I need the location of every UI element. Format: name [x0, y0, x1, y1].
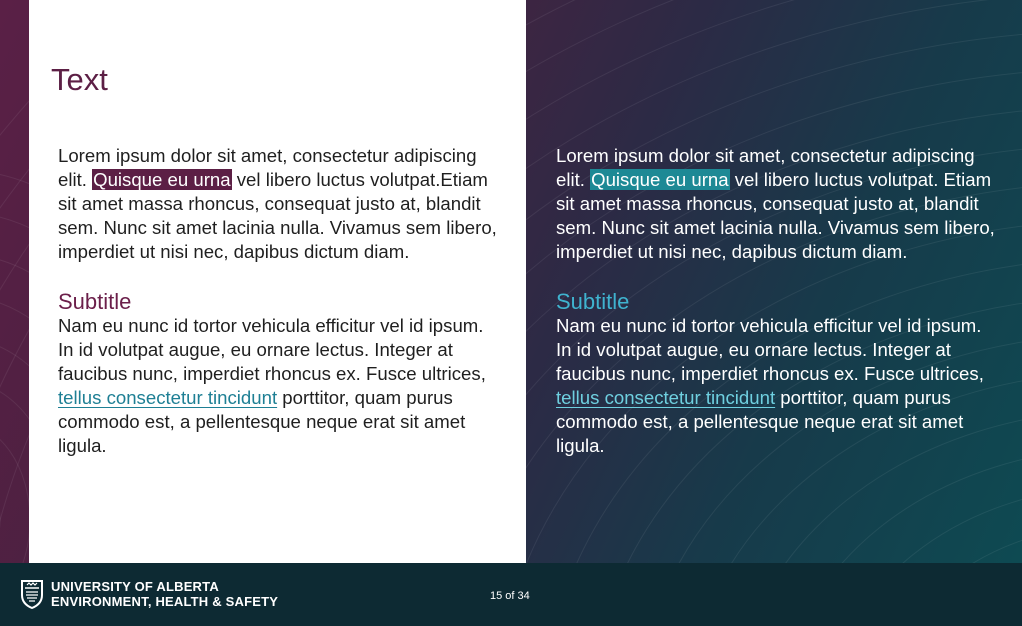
- brand-wordmark: [51, 580, 278, 609]
- right-text-block: [556, 144, 996, 458]
- page-indicator: 15 of 34: [490, 590, 530, 602]
- right-paragraph-1: [556, 144, 996, 264]
- contour-line: [780, 448, 1022, 563]
- right-para1-text-cont: vel libero luctus volutpat. Etiam sit amet massa rhoncus, consequat justo at, blandit sem. Nunc sit amet lacinia nulla. Vivamus sem libero, imperdiet ut nisi nec, dapibus dictum diam.: [556, 169, 995, 262]
- left-subtitle: Subtitle: [58, 289, 132, 314]
- right-para1-text: Lorem ipsum dolor sit amet, consectetur adipiscing elit.: [556, 145, 975, 190]
- left-link[interactable]: tellus consectetur tincidunt: [58, 387, 278, 408]
- left-text-block: [58, 144, 498, 458]
- left-para1-text: Lorem ipsum dolor sit amet, consectetur adipiscing elit.: [58, 145, 477, 190]
- right-para2-text-cont: porttitor, quam purus commodo est, a pellentesque neque erat sit amet ligula.: [556, 387, 964, 456]
- university-crest-icon: [20, 579, 44, 609]
- right-paragraph-2: [556, 314, 996, 458]
- left-para2-text: Nam eu nunc id tortor vehicula efficitur vel id ipsum. In id volutpat augue, eu ornare lectus. Integer at faucibus nunc, imperdiet rhoncus ex. Fusce ultrices,: [58, 315, 486, 384]
- footer-bar: [0, 563, 1022, 626]
- left-highlight: Quisque eu urna: [93, 169, 231, 190]
- left-paragraph-1: [58, 144, 498, 264]
- brand-line-1: UNIVERSITY OF ALBERTA: [51, 579, 219, 594]
- right-link[interactable]: tellus consectetur tincidunt: [556, 387, 776, 408]
- left-para2-text-cont: porttitor, quam purus commodo est, a pellentesque neque erat sit amet ligula.: [58, 387, 466, 456]
- slide-title: Text: [51, 62, 108, 97]
- left-paragraph-2: [58, 314, 498, 458]
- right-para2-text: Nam eu nunc id tortor vehicula efficitur vel id ipsum. In id volutpat augue, eu ornare lectus. Integer at faucibus nunc, imperdiet rhoncus ex. Fusce ultrices,: [556, 315, 984, 384]
- right-highlight: Quisque eu urna: [591, 169, 729, 190]
- brand-line-2: ENVIRONMENT, HEALTH & SAFETY: [51, 593, 279, 609]
- left-para1-text-cont: vel libero luctus volutpat.Etiam sit amet massa rhoncus, consequat justo at, blandit sem. Nunc sit amet lacinia nulla. Vivamus sem libero, imperdiet ut nisi nec, dapibus dictum diam.: [58, 169, 497, 262]
- right-subtitle: Subtitle: [556, 289, 630, 314]
